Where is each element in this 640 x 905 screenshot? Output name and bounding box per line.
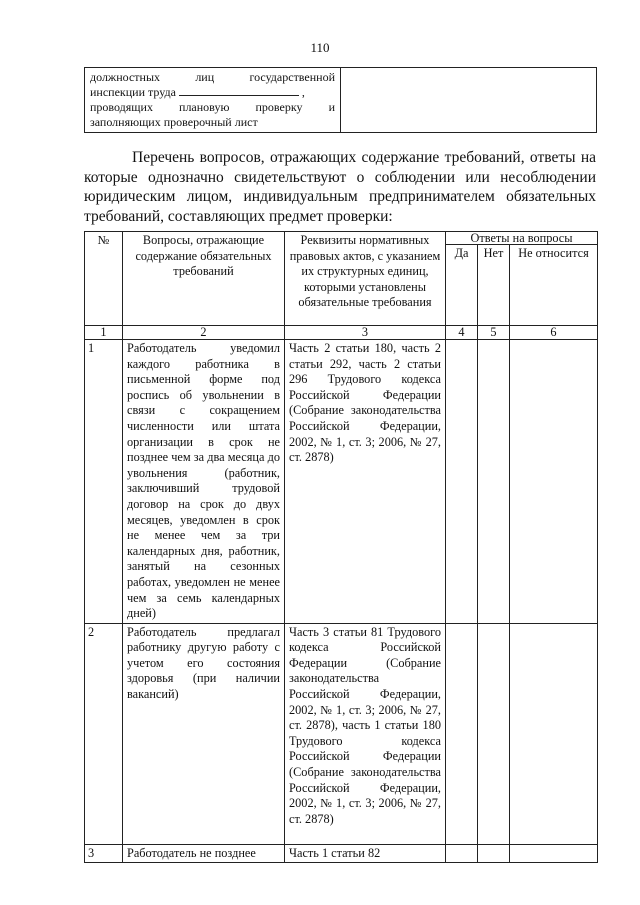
signature-field[interactable] [341, 68, 597, 133]
answer-yes-cell[interactable] [446, 340, 478, 624]
row-number: 2 [85, 623, 123, 844]
signature-line-4: заполняющих проверочный лист [90, 115, 258, 129]
intro-paragraph [84, 148, 596, 226]
page-number: 110 [310, 40, 330, 55]
header-answers: Ответы на вопросы [446, 232, 598, 245]
row-number: 1 [85, 340, 123, 624]
header-na: Не относится [510, 245, 598, 326]
signature-block [84, 67, 597, 133]
row-number: 3 [85, 844, 123, 863]
table-row [85, 844, 598, 863]
column-index-6: 6 [510, 326, 598, 340]
signature-line-2: инспекции труда , [90, 85, 305, 99]
answer-yes-cell[interactable] [446, 844, 478, 863]
header-questions: Вопросы, отражающие содержание обязательных требований [123, 232, 285, 326]
table-row [85, 623, 598, 844]
answer-no-cell[interactable] [478, 340, 510, 624]
answer-no-cell[interactable] [478, 844, 510, 863]
signature-label-cell [85, 68, 341, 133]
intro-text: Перечень вопросов, отражающих содержание требований, ответы на которые однозначно свидетельствуют о соблюдении или несоблюдении юридическим лицом, индивидуальным предпринимателем обязательных требований, составляющих предмет проверки: [84, 149, 596, 225]
answer-no-cell[interactable] [478, 623, 510, 844]
column-index-4: 4 [446, 326, 478, 340]
questions-table [84, 231, 598, 863]
answer-na-cell[interactable] [510, 340, 598, 624]
signature-line-3: проводящих плановую проверку и [90, 100, 335, 114]
blank-underline [179, 85, 299, 96]
header-num: № [85, 232, 123, 326]
header-no: Нет [478, 245, 510, 326]
answer-na-cell[interactable] [510, 844, 598, 863]
column-index-1: 1 [85, 326, 123, 340]
row-question: Работодатель не позднее [123, 844, 285, 863]
signature-line-1: должностных лиц государственной [90, 70, 335, 84]
column-index-5: 5 [478, 326, 510, 340]
column-index-row [85, 326, 598, 340]
row-requisites: Часть 2 статьи 180, часть 2 статьи 292, часть 2 статьи 296 Трудового кодекса Российской Федерации (Собрание законодательства Российской Федерации, 2002, № 1, ст. 3; 2006, № 27, ст. 2878) [285, 340, 446, 624]
table-row [85, 340, 598, 624]
header-yes: Да [446, 245, 478, 326]
row-requisites: Часть 3 статьи 81 Трудового кодекса Российской Федерации (Собрание законодательства Российской Федерации, 2002, № 1, ст. 3; 2006, № 27, ст. 2878), часть 1 статьи 180 Трудового кодекса Российской Федерации (Собрание законодательства Российской Федерации, 2002, № 1, ст. 3; 2006, № 27, ст. 2878) [285, 623, 446, 844]
signature-line-2-text: инспекции труда [90, 85, 176, 99]
answer-yes-cell[interactable] [446, 623, 478, 844]
row-requisites: Часть 1 статьи 82 [285, 844, 446, 863]
answer-na-cell[interactable] [510, 623, 598, 844]
column-index-3: 3 [285, 326, 446, 340]
row-question: Работодатель уведомил каждого работника в письменной форме под роспись об увольнении в связи с сокращением численности или штата организации в срок не позднее чем за два месяца до увольнения (работник, заключивший трудовой договор на срок до двух месяцев, уведомлен в срок не менее чем за три календарных дня, работник, занятый на сезонных работах, уведомлен не менее чем за семь календарных дней) [123, 340, 285, 624]
header-requisites: Реквизиты нормативных правовых актов, с указанием их структурных единиц, которыми установлены обязательные требования [285, 232, 446, 326]
column-index-2: 2 [123, 326, 285, 340]
row-question: Работодатель предлагал работнику другую работу с учетом его состояния здоровья (при наличии вакансий) [123, 623, 285, 844]
header-row [85, 232, 598, 245]
